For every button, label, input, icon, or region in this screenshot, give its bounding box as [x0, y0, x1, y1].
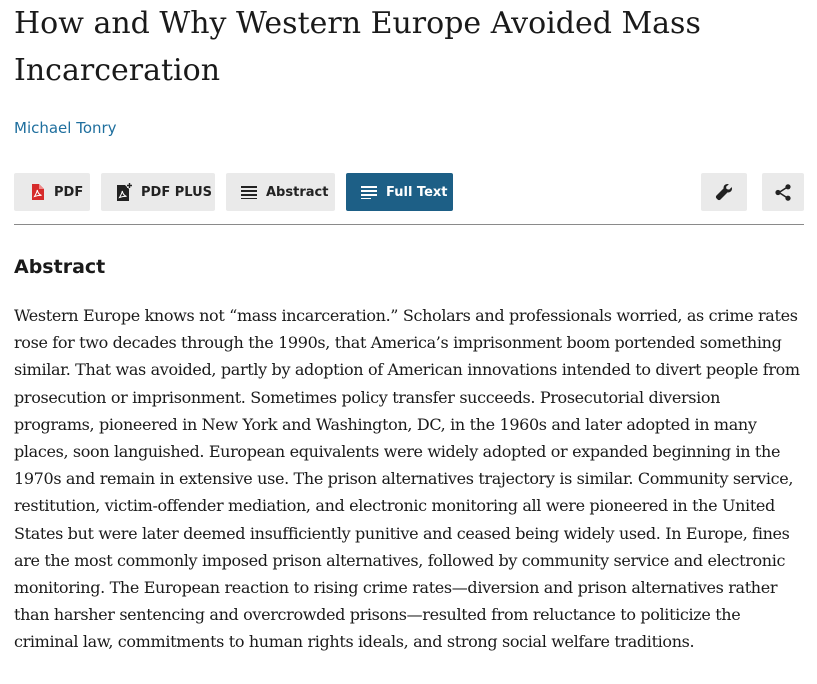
lines-icon	[240, 183, 258, 201]
author-link[interactable]: Michael Tonry	[14, 119, 117, 137]
pdf-button[interactable]	[14, 173, 90, 211]
pdf-plus-button[interactable]	[101, 173, 215, 211]
article-toolbar	[14, 173, 804, 211]
article-title: How and Why Western Europe Avoided Mass Incarceration	[14, 6, 701, 88]
toolbar-divider	[14, 224, 804, 225]
share-button[interactable]	[762, 173, 804, 211]
pdf-file-icon	[28, 183, 46, 201]
abstract-button-label: Abstract	[266, 184, 329, 200]
pdf-plus-file-icon	[115, 183, 133, 201]
full-text-button[interactable]	[346, 173, 453, 211]
tools-button[interactable]	[701, 173, 747, 211]
abstract-heading: Abstract	[14, 256, 106, 278]
abstract-button[interactable]	[226, 173, 335, 211]
pdf-plus-button-label: PDF PLUS	[141, 184, 212, 200]
full-text-button-label: Full Text	[386, 184, 448, 200]
text-lines-icon	[360, 183, 378, 201]
share-icon	[774, 183, 792, 201]
wrench-icon	[715, 183, 733, 201]
abstract-text: Western Europe knows not “mass incarceration.” Scholars and professionals worried, as crime rates rose for two decades through the 1990s, that America’s imprisonment boom portended something similar. That was avoided, partly by adoption of American innovations intended to divert people from prosecution or imprisonment. Sometimes policy transfer succeeds. Prosecutorial diversion programs, pioneered in New York and Washington, DC, in the 1960s and later adopted in many places, soon languished. European equivalents were widely adopted or expanded beginning in the 1970s and remain in extensive use. The prison alternatives trajectory is similar. Community service, restitution, victim-offender mediation, and electronic monitoring all were pioneered in the United States but were later deemed insufficiently punitive and ceased being widely used. In Europe, fines are the most commonly imposed prison alternatives, followed by community service and electronic monitoring. The European reaction to rising crime rates—diversion and prison alternatives rather than harsher sentencing and overcrowded prisons—resulted from reluctance to politicize the criminal law, commitments to human rights ideals, and strong social welfare traditions.	[14, 306, 800, 652]
pdf-button-label: PDF	[54, 184, 84, 200]
